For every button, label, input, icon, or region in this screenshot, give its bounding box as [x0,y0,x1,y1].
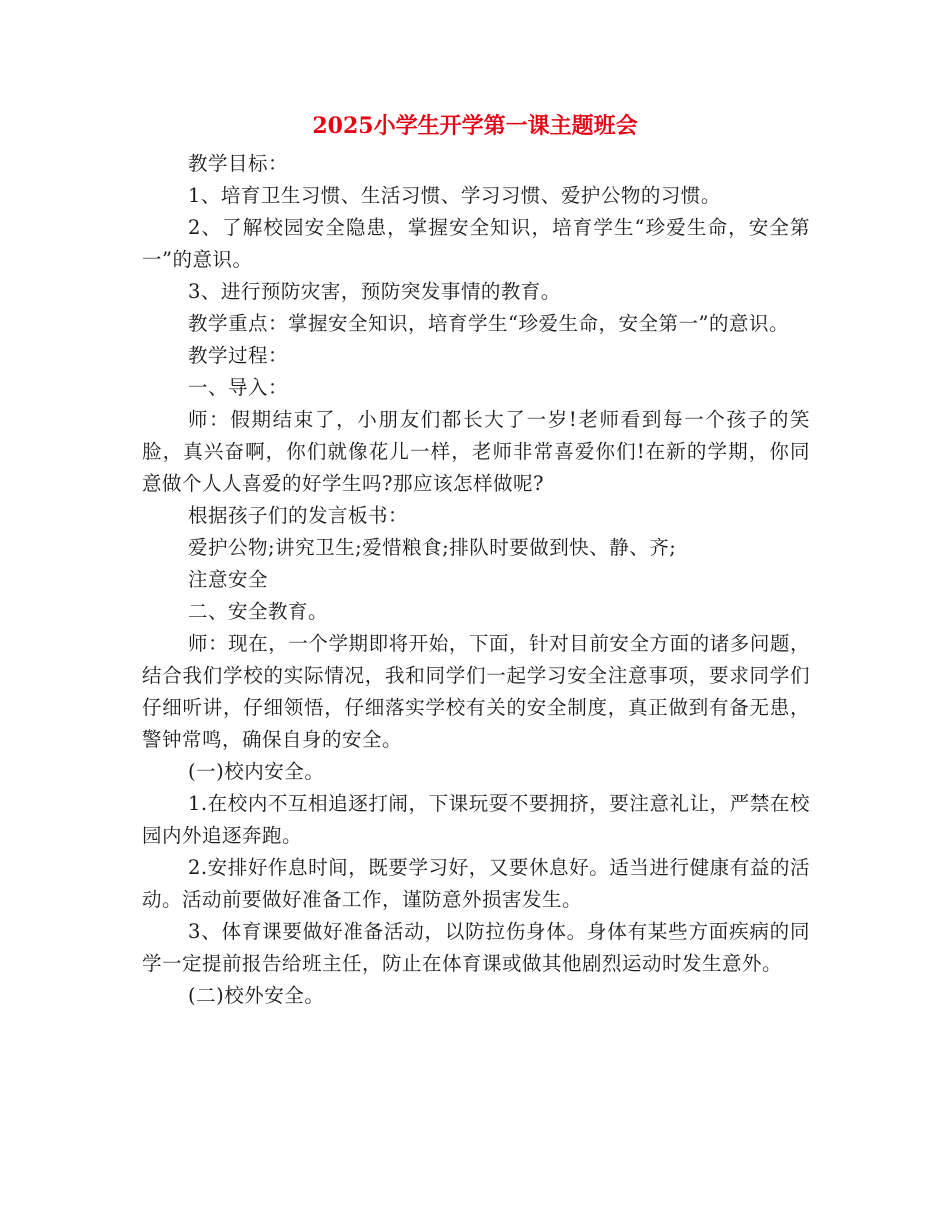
paragraph-school-rule-2: 2.安排好作息时间，既要学习好，又要休息好。适当进行健康有益的活动。活动前要做好准备工作，谨防意外损害发生。 [142,856,810,911]
paragraph-outside-safety-heading: (二)校外安全。 [188,984,325,1007]
paragraph-teacher-safety: 师：现在，一个学期即将开始，下面，针对目前安全方面的诸多问题，结合我们学校的实际情况，我和同学们一起学习安全注意事项，要求同学们仔细听讲，仔细领悟，仔细落实学校有关的安全制度，真正做到有备无患，警钟常鸣，确保自身的安全。 [142,632,810,751]
paragraph-goal-3: 3、进行预防灾害，预防突发事情的教育。 [188,280,561,303]
paragraph-goal-2: 2、了解校园安全隐患，掌握安全知识，培育学生“珍爱生命，安全第一”的意识。 [142,216,810,271]
paragraph-blackboard-note: 根据孩子们的发言板书： [188,504,409,527]
paragraph-goal-1: 1、培育卫生习惯、生活习惯、学习习惯、爱护公物的习惯。 [188,184,721,207]
paragraph-section-safety-heading: 二、安全教育。 [188,600,329,623]
paragraph-school-safety-heading: (一)校内安全。 [188,760,325,783]
paragraph-teacher-intro: 师：假期结束了，小朋友们都长大了一岁!老师看到每一个孩子的笑脸，真兴奋啊，你们就像花儿一样，老师非常喜爱你们!在新的学期，你同意做个人人喜爱的好学生吗?那应该怎样做呢? [142,408,810,495]
paragraph-teaching-process-heading: 教学过程： [188,344,289,367]
paragraph-board-items: 爱护公物;讲究卫生;爱惜粮食;排队时要做到快、静、齐; [188,536,677,559]
paragraph-teaching-focus: 教学重点：掌握安全知识，培育学生“珍爱生命，安全第一”的意识。 [188,312,789,335]
paragraph-school-rule-1: 1.在校内不互相追逐打闹，下课玩耍不要拥挤，要注意礼让，严禁在校园内外追逐奔跑。 [142,792,810,847]
paragraph-teaching-goals-heading: 教学目标： [188,152,289,175]
document-title: 2025小学生开学第一课主题班会 [312,113,638,139]
document-body [142,148,810,1012]
paragraph-attention-safety: 注意安全 [188,568,269,591]
paragraph-section-intro-heading: 一、导入： [188,376,289,399]
paragraph-school-rule-3: 3、体育课要做好准备活动，以防拉伤身体。身体有某些方面疾病的同学一定提前报告给班主任，防止在体育课或做其他剧烈运动时发生意外。 [142,920,810,975]
